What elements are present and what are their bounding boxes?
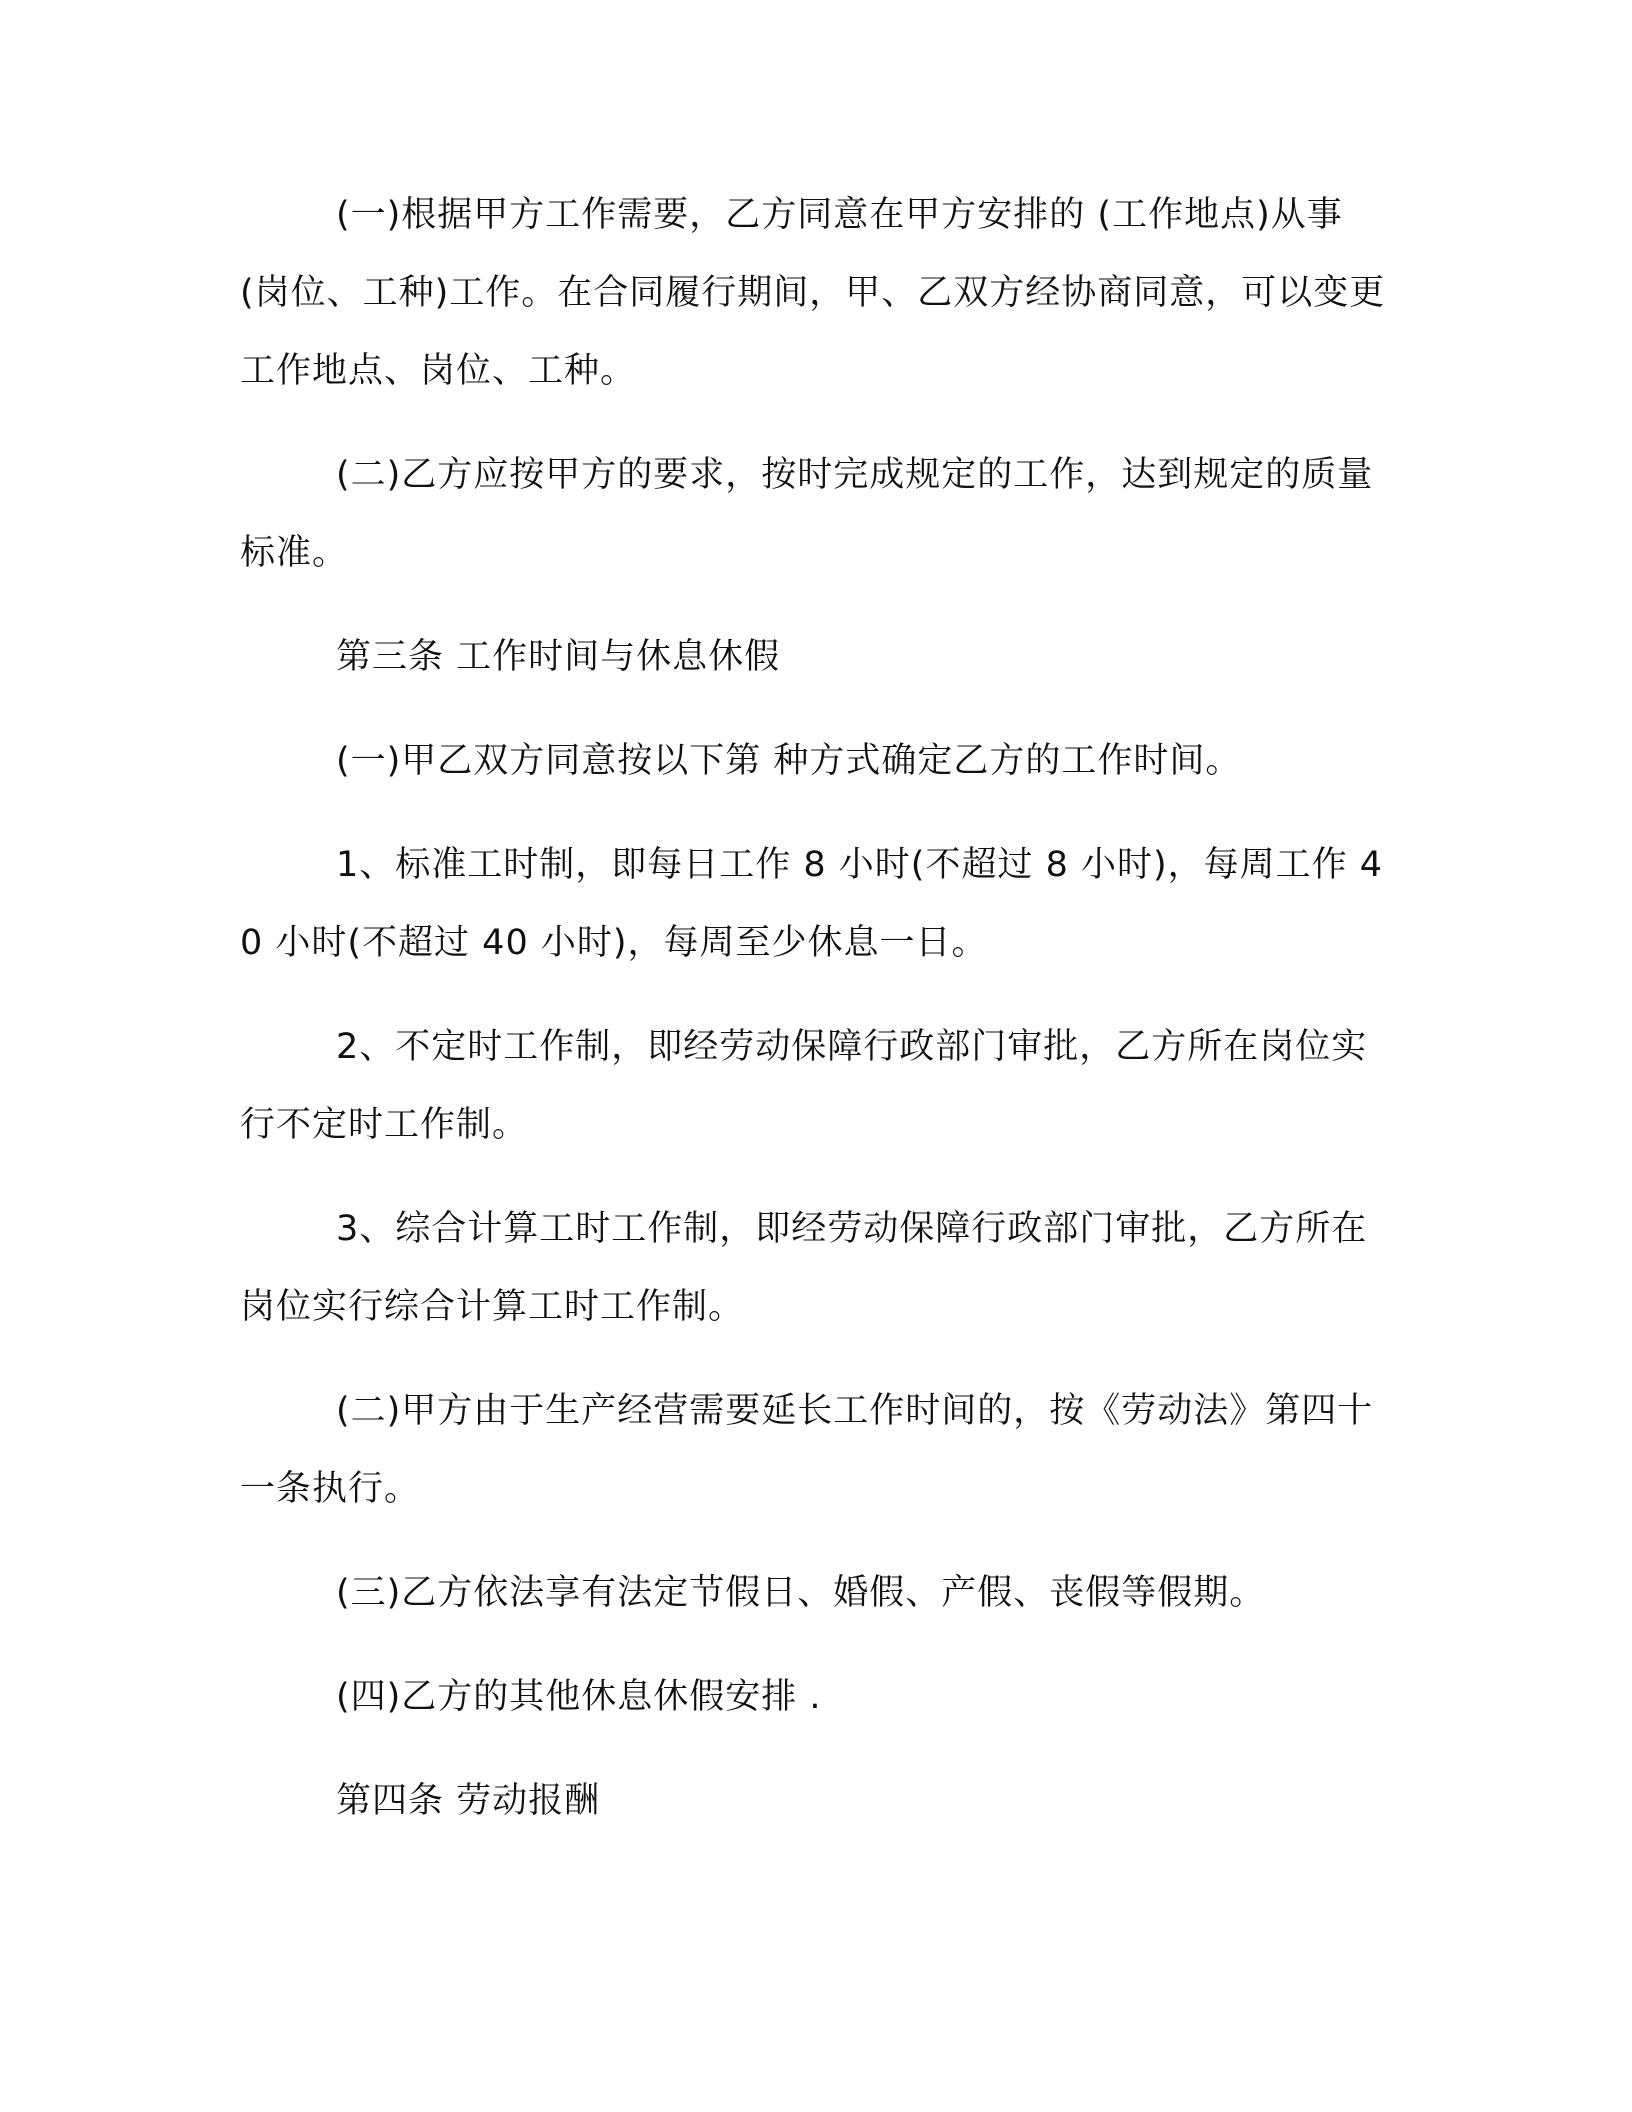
- paragraph-overtime: (二)甲方由于生产经营需要延长工作时间的，按《劳动法》第四十一条执行。: [240, 1391, 1374, 1509]
- paragraph-gap: [240, 592, 1390, 618]
- paragraph-gap: [240, 1528, 1390, 1554]
- article-4-heading: 第四条 劳动报酬: [336, 1781, 601, 1821]
- paragraph-gap: [240, 1632, 1390, 1658]
- paragraph-gap: [240, 1736, 1390, 1762]
- paragraph-holidays: (三)乙方依法享有法定节假日、婚假、产假、丧假等假期。: [336, 1573, 1266, 1613]
- paragraph-other-leave: (四)乙方的其他休息休假安排 .: [336, 1677, 822, 1717]
- paragraph-work-location: (一)根据甲方工作需要，乙方同意在甲方安排的 (工作地点)从事(岗位、工种)工作。在合同履行期间，甲、乙双方经协商同意，可以变更工作地点、岗位、工种。: [240, 195, 1386, 391]
- article-3-heading: 第三条 工作时间与休息休假: [336, 637, 781, 677]
- document-body: [240, 176, 1390, 1840]
- paragraph-comprehensive-hours: 3、综合计算工时工作制，即经劳动保障行政部门审批，乙方所在岗位实行综合计算工时工作制。: [240, 1209, 1368, 1327]
- paragraph-flexible-hours: 2、不定时工作制，即经劳动保障行政部门审批，乙方所在岗位实行不定时工作制。: [240, 1027, 1368, 1145]
- paragraph-standard-hours: 1、标准工时制，即每日工作 8 小时(不超过 8 小时)，每周工作 40 小时(不超过 40 小时)，每周至少休息一日。: [240, 845, 1384, 963]
- paragraph-quality-standard: (二)乙方应按甲方的要求，按时完成规定的工作，达到规定的质量标准。: [240, 455, 1374, 573]
- paragraph-gap: [240, 696, 1390, 722]
- paragraph-gap: [240, 1346, 1390, 1372]
- paragraph-gap: [240, 982, 1390, 1008]
- paragraph-gap: [240, 800, 1390, 826]
- paragraph-gap: [240, 1164, 1390, 1190]
- paragraph-gap: [240, 410, 1390, 436]
- paragraph-work-time-method: (一)甲乙双方同意按以下第 种方式确定乙方的工作时间。: [336, 741, 1242, 781]
